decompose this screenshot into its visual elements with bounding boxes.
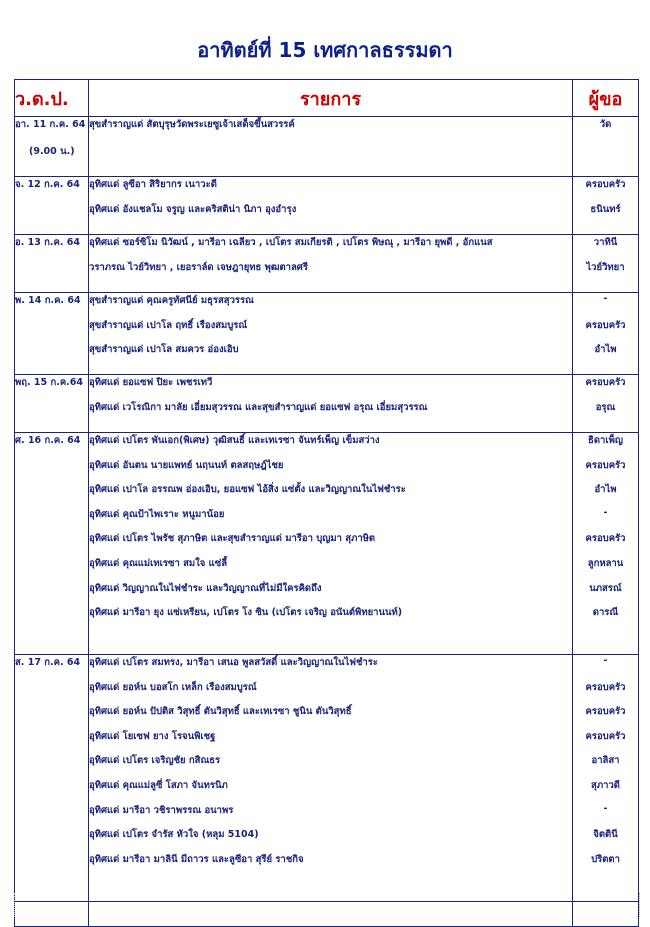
requester-name: - <box>603 655 608 666</box>
intention-item: อุทิศแด่ เปโตร ไพรัช สุภาษิต และสุขสำราญแด่ มารีอา บุญมา สุภาษิต <box>89 533 376 545</box>
table-header-row <box>15 80 639 117</box>
requester-name: ครอบครัว <box>585 533 626 545</box>
row-date <box>15 375 89 433</box>
intention-item: อุทิศแด่ มารีอา ยุง แซ่เหรียน, เปโตร โง ซิน (เปโตร เจริญ อนันต์พิทยานนท์) <box>89 607 403 619</box>
requester-name: นภสรณ์ <box>589 582 622 594</box>
requester-name: ครอบครัว <box>585 179 626 190</box>
requester-name: วาทินี <box>593 237 618 248</box>
table-row <box>15 375 639 433</box>
row-date <box>15 177 89 235</box>
row-items <box>89 177 573 235</box>
intention-item: อุทิศแด่ คุณแม่เทเรซา สมใจ แซ่ลี้ <box>89 557 228 569</box>
date-text: ส. 17 ก.ค. 64 <box>15 657 81 668</box>
row-items <box>89 655 573 902</box>
date-text: อา. 11 ก.ค. 64 <box>15 119 86 130</box>
intention-item: อุทิศแด่ เปโตร พันเอก(พิเศษ) วุฒิสนธิ์ และเทเรซา จันทร์เพ็ญ เข็มสว่าง <box>89 435 380 446</box>
header-date: ว.ด.ป. <box>15 80 89 117</box>
date-text: พ. 14 ก.ค. 64 <box>15 295 81 306</box>
row-requester <box>573 177 639 235</box>
intention-item: อุทิศแด่ มารีอา มาลินี มีถาวร และลูซีอา สุรีย์ ราชกิจ <box>89 853 304 865</box>
requester-name: อาลิสา <box>591 755 620 767</box>
requester-name: ครอบครัว <box>585 681 626 693</box>
intention-item: อุทิศแด่ โยเซฟ ยาง โรจนพิเชฐ <box>89 730 216 742</box>
table-row <box>15 177 639 235</box>
intention-item: อุทิศแด่ มารีอา วชิราพรรณ อนาพร <box>89 804 234 816</box>
date-text: พฤ. 15 ก.ค.64 <box>15 377 84 388</box>
table-row <box>15 655 639 902</box>
row-date <box>15 293 89 375</box>
requester-name: ครอบครัว <box>585 459 626 471</box>
row-requester <box>573 433 639 655</box>
intention-item: อุทิศแด่ เปาโล อรรณพ อ่องเอิบ, ยอแซฟ ไอ้สิ่ง แซ่ตั้ง และวิญญาณในไฟชำระ <box>89 484 406 496</box>
requester-name: ไวย์วิทยา <box>586 261 625 273</box>
intention-item: อุทิศแด่ วิญญาณในไฟชำระ และวิญญาณที่ไม่มีใครคิดถึง <box>89 582 322 594</box>
intention-item: อุทิศแด่ ลูซีอา สิริยากร เนาวะดี <box>89 179 217 190</box>
intention-item: อุทิศแด่ ยอแซฟ ปิยะ เพชรเทวี <box>89 377 213 388</box>
requester-name: ครอบครัว <box>585 730 626 742</box>
intention-item: อุทิศแด่ ซอร์ซิโม นิวัฒน์ , มารีอา เฉลียว , เปโตร สมเกียรติ , เปโตร พิษณุ , มารีอา ยุพดี , อักแนส <box>89 237 493 248</box>
row-items <box>89 235 573 293</box>
requester-name: - <box>603 802 608 814</box>
requester-name: อำไพ <box>594 344 617 356</box>
row-items <box>89 433 573 655</box>
intention-item: อุทิศแด่ อังแชลโม จรูญ และคริสติน่า นิภา อุงอำรุง <box>89 203 297 215</box>
page-title: อาทิตย์ที่ 15 เทศกาลธรรมดา <box>197 38 453 62</box>
requester-name: ครอบครัว <box>585 377 626 388</box>
intention-item: อุทิศแด่ เปโตร เจริญชัย กสิณธร <box>89 755 221 767</box>
intention-item: สุขสำราญแด่ เปาโล สมควร อ่องเอิบ <box>89 344 239 356</box>
table-row <box>15 117 639 177</box>
requester-name: ธิดาเพ็ญ <box>588 435 623 446</box>
requester-name: ครอบครัว <box>585 319 626 331</box>
row-items <box>89 117 573 177</box>
intention-item: สุขสำราญแด่ เปาโล ฤทธิ์ เรืองสมบูรณ์ <box>89 319 248 331</box>
requester-name: ลูกหลาน <box>587 557 624 569</box>
requester-name: ดารณี <box>592 607 619 619</box>
header-items: รายการ <box>89 80 573 117</box>
requester-name: - <box>603 293 608 304</box>
row-date <box>15 235 89 293</box>
header-requester: ผู้ขอ <box>573 80 639 117</box>
date-time: (9.00 น.) <box>29 146 75 157</box>
requester-name: จิตตินี <box>593 829 618 841</box>
row-requester <box>573 375 639 433</box>
requester-name: - <box>603 506 608 518</box>
table-row <box>15 235 639 293</box>
intention-item: สุขสำราญแด่ คุณครูทัศนีย์ มธุรสสุวรรณ <box>89 295 254 306</box>
requester-name: อรุณ <box>595 401 616 413</box>
row-date <box>15 655 89 902</box>
table-continuation <box>14 893 640 917</box>
requester-name: สุภาวดี <box>591 779 620 791</box>
table-row <box>15 293 639 375</box>
row-date <box>15 117 89 177</box>
requester-name: อำไพ <box>594 484 617 496</box>
intention-item: อุทิศแด่ อันตน นายแพทย์ นฤนนท์ ตลสฤษฎ์ไชย <box>89 459 284 471</box>
row-date <box>15 433 89 655</box>
date-text: อ. 13 ก.ค. 64 <box>15 237 81 248</box>
row-requester <box>573 117 639 177</box>
intention-item: อุทิศแด่ เวโรณิกา มาลัย เอี่ยมสุวรรณ และสุขสำราญแด่ ยอแซฟ อรุณ เอี่ยมสุวรรณ <box>89 401 428 413</box>
intention-item: อุทิศแด่ คุณแม่ลูซี่ โสภา จันทรนิภ <box>89 779 228 791</box>
row-items <box>89 375 573 433</box>
row-requester <box>573 293 639 375</box>
intention-item: อุทิศแด่ ยอห์น บอสโก เหล็ก เรืองสมบูรณ์ <box>89 681 257 693</box>
row-items <box>89 293 573 375</box>
intention-item: วราภรณ ไวย์วิทยา , เยอราล์ด เจษฎายุทธ พุฒตาลศรี <box>89 261 308 273</box>
row-requester <box>573 235 639 293</box>
mass-intentions-table <box>14 79 639 927</box>
requester-name: ปริตตา <box>591 853 620 865</box>
intention-item: สุขสำราญแด่ สัตบุรุษวัดพระเยซูเจ้าเสด็จขึ้นสวรรค์ <box>89 119 295 130</box>
table-row <box>15 433 639 655</box>
intention-item: อุทิศแด่ ยอห์น ปัปติส วิสุทธิ์ ตันวิสุทธิ์ และเทเรซา ชูนิน ตันวิสุทธิ์ <box>89 706 352 718</box>
requester-name: วัด <box>599 119 612 130</box>
requester-name: ธนินทร์ <box>590 203 621 215</box>
intention-item: อุทิศแด่ เปโตร จำรัส หัวใจ (หลุม 5104) <box>89 829 259 841</box>
intention-item: อุทิศแด่ คุณป้าไพเราะ หนูมาน้อย <box>89 508 225 520</box>
date-text: จ. 12 ก.ค. 64 <box>15 179 80 190</box>
requester-name: ครอบครัว <box>585 706 626 718</box>
row-requester <box>573 655 639 902</box>
intention-item: อุทิศแด่ เปโตร สมทรง, มารีอา เสนอ พูลสวัสดิ์ และวิญญาณในไฟชำระ <box>89 657 378 668</box>
date-text: ศ. 16 ก.ค. 64 <box>15 435 81 446</box>
